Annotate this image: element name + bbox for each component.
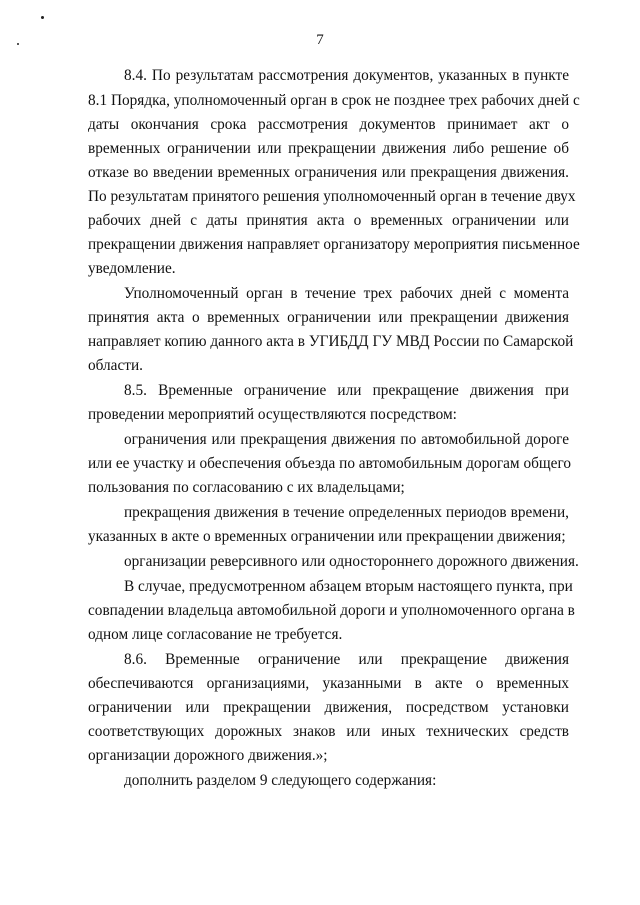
page-number: 7 <box>316 32 324 48</box>
paragraph-line: рабочих дней с даты принятия акта о временных ограничении или <box>88 212 569 229</box>
paragraph-line: 8.5. Временные ограничение или прекращение движения при <box>124 382 569 399</box>
paragraph-line: По результатам принятого решения уполномоченный орган в течение двух <box>88 188 576 205</box>
paragraph-line: ограничении или прекращении движения, посредством установки <box>88 699 569 716</box>
paragraph-line: проведении мероприятий осуществляются посредством: <box>88 406 457 423</box>
paragraph-line: даты окончания срока рассмотрения документов принимает акт о <box>88 116 569 133</box>
paragraph-line: прекращения движения в течение определенных периодов времени, <box>124 504 569 521</box>
paragraph-line: временных ограничении или прекращении движения либо решение об <box>88 140 569 157</box>
paragraph-line: или ее участку и обеспечения объезда по автомобильным дорогам общего <box>88 455 571 472</box>
paragraph-line: организации реверсивного или одностороннего дорожного движения. <box>124 553 579 570</box>
paragraph-line: направляет копию данного акта в УГИБДД ГУ МВД России по Самарской <box>88 333 574 350</box>
paragraph-line: ограничения или прекращения движения по автомобильной дороге <box>124 431 569 448</box>
paragraph-line: принятия акта о временных ограничении или прекращении движения <box>88 309 569 326</box>
paragraph-line: области. <box>88 357 143 374</box>
paragraph-line: дополнить разделом 9 следующего содержания: <box>124 772 437 789</box>
paragraph-line: организации дорожного движения.»; <box>88 747 328 764</box>
paragraph-line: уведомление. <box>88 260 176 277</box>
paragraph-line: соответствующих дорожных знаков или иных технических средств <box>88 723 569 740</box>
paragraph-line: пользования по согласованию с их владельцами; <box>88 479 405 496</box>
paragraph-line: обеспечиваются организациями, указанными в акте о временных <box>88 675 569 692</box>
paragraph-line: прекращении движения направляет организатору мероприятия письменное <box>88 236 580 253</box>
paragraph-line: 8.6. Временные ограничение или прекращение движения <box>124 651 569 668</box>
paragraph-line: отказе во введении временных ограничения или прекращения движения. <box>88 164 569 181</box>
paragraph-line: совпадении владельца автомобильной дороги и уполномоченного органа в <box>88 602 575 619</box>
paragraph-line: 8.4. По результатам рассмотрения документов, указанных в пункте <box>124 67 569 84</box>
paragraph-line: одном лице согласование не требуется. <box>88 626 343 643</box>
paragraph-line: указанных в акте о временных ограничении или прекращении движения; <box>88 528 566 545</box>
scan-speck <box>41 16 44 19</box>
paragraph-line: В случае, предусмотренном абзацем вторым настоящего пункта, при <box>124 578 573 595</box>
paragraph-line: 8.1 Порядка, уполномоченный орган в срок не позднее трех рабочих дней с <box>88 92 580 109</box>
paragraph-line: Уполномоченный орган в течение трех рабочих дней с момента <box>124 285 569 302</box>
